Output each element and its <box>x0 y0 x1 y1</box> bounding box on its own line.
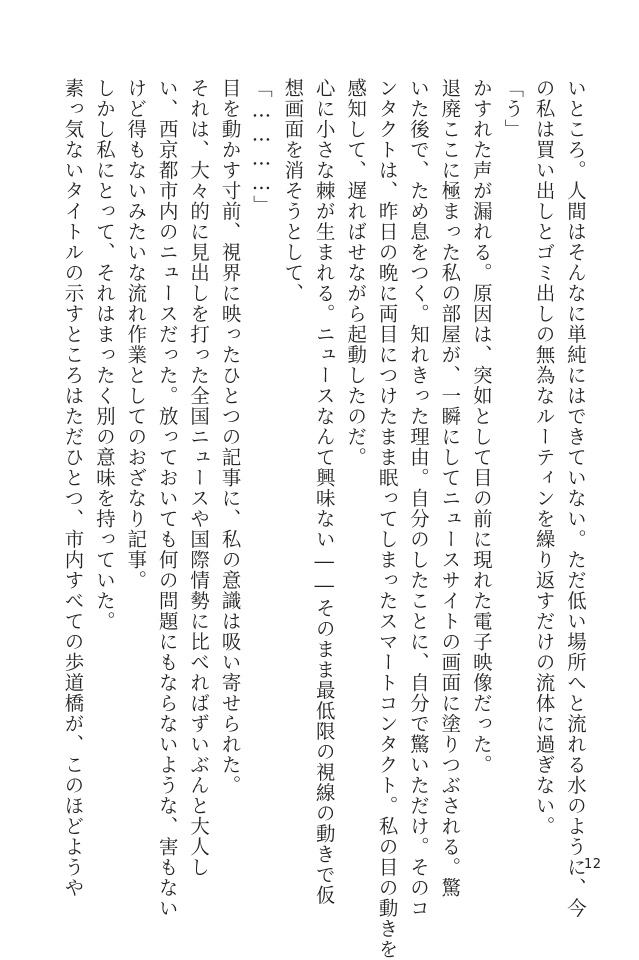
text-line: 「う」 <box>501 78 525 140</box>
text-line: 素っ気ないタイトルの示すところはただひとつ、市内すべての歩道橋が、このほどようや <box>61 78 85 898</box>
vertical-text-body <box>57 78 591 960</box>
text-line: ンタクトは、昨日の晩に両目につけたまま眠ってしまったスマートコンタクト。私の目の動きを <box>375 78 399 960</box>
text-line: かすれた声が漏れる。原因は、突如として目の前に現れた電子映像だった。 <box>469 78 493 775</box>
text-line: 「…………」 <box>249 78 273 216</box>
text-line: いところ。人間はそんなに単純にはできていない。ただ低い場所へと流れる水のように、今 <box>564 78 587 919</box>
text-line: それは、大々的に見出しを打った全国ニュースや国際情勢に比べればずいぶんと大人し <box>187 78 211 878</box>
text-line: いた後で、ため息をつく。知れきった理由。自分のしたことに、自分で驚いただけ。そのコ <box>406 78 430 919</box>
text-line: 心に小さな棘が生まれる。ニュースなんて興味ない――そのまま最低限の視線の動きで仮 <box>312 78 336 906</box>
page-number: 12 <box>584 857 602 872</box>
text-line: けど得もないみたいな流れ作業としてのおざなり記事。 <box>124 78 148 591</box>
text-line: 目を動かす寸前、視界に映ったひとつの記事に、私の意識は吸い寄せられた。 <box>218 78 242 796</box>
text-line: 退廃ここに極まった私の部屋が、一瞬にしてニュースサイトの画面に塗りつぶされる。驚 <box>438 78 462 898</box>
text-line: の私は買い出しとゴミ出しの無為なルーティンを繰り返すだけの流体に過ぎない。 <box>532 78 556 837</box>
text-line: しかし私にとって、それはまったく別の意味を持っていた。 <box>92 78 116 632</box>
text-line: 感知して、遅ればせながら起動したのだ。 <box>344 78 368 468</box>
text-line: 想画面を消そうとして、 <box>281 78 305 304</box>
text-line: い、西京都市内のニュースだった。放っておいても何の問題にもならないような、害もない <box>155 78 179 919</box>
